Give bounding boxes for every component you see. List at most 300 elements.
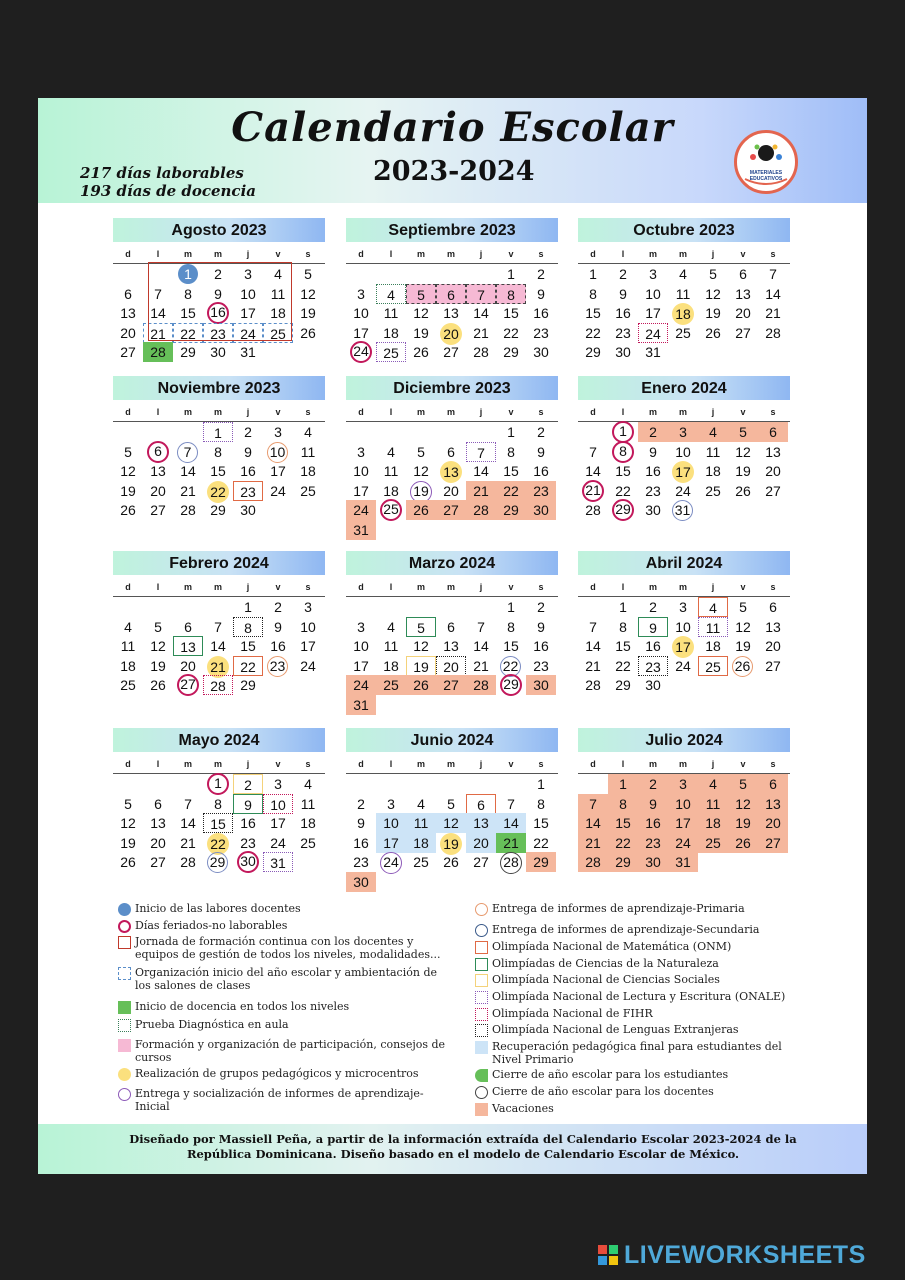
day-cell: 19 <box>440 833 462 855</box>
day-cell: 26 <box>443 854 459 870</box>
dark-circle-icon <box>475 1086 488 1099</box>
month-title: Abril 2024 <box>578 551 790 575</box>
day-cell: 22 <box>233 656 263 676</box>
day-cell: 3 <box>357 443 365 460</box>
month-title: Julio 2024 <box>578 728 790 752</box>
weekday-label: l <box>389 759 393 769</box>
legend-item-label: Olimpíada Nacional de Matemática (ONM) <box>492 940 732 953</box>
weekday-label: s <box>770 407 776 417</box>
day-cell: 29 <box>526 852 556 872</box>
day-cell: 10 <box>675 443 691 460</box>
day-cell: 19 <box>413 324 429 341</box>
calendar-sheet <box>38 98 867 1174</box>
day-cell: 10 <box>675 618 691 635</box>
day-cell: 24 <box>675 657 691 674</box>
day-cell: 18 <box>705 463 721 479</box>
green-square-icon <box>118 1001 131 1014</box>
day-cell: 18 <box>383 324 399 341</box>
day-cell: 3 <box>649 266 657 282</box>
day-cell: 10 <box>263 794 293 814</box>
day-cell: 17 <box>353 482 369 499</box>
day-cell: 15 <box>585 305 601 321</box>
weekday-label: m <box>213 582 222 592</box>
day-cell: 16 <box>645 638 661 654</box>
weekday-header <box>346 249 558 264</box>
day-cell: 10 <box>353 638 369 654</box>
day-cell: 28 <box>180 502 196 518</box>
day-cell: 20 <box>466 833 496 853</box>
day-cell: 5 <box>406 617 436 637</box>
day-cell: 20 <box>150 482 166 499</box>
day-cell: 24 <box>380 852 402 874</box>
day-cell: 6 <box>739 266 747 282</box>
magenta-dotted-square-icon <box>475 1008 488 1021</box>
day-cell: 19 <box>120 482 136 499</box>
day-cell: 23 <box>638 833 668 853</box>
day-cell: 18 <box>300 463 316 479</box>
day-cell: 7 <box>177 442 198 463</box>
weekday-label: j <box>479 407 483 417</box>
brand-name[interactable]: LIVEWORKSHEETS <box>624 1241 866 1269</box>
weekday-label: s <box>770 582 776 592</box>
salmon-square-icon <box>475 1103 488 1116</box>
day-cell: 6 <box>124 285 132 302</box>
day-cell: 14 <box>585 638 601 654</box>
day-cell: 23 <box>267 656 288 677</box>
day-cell: 4 <box>417 795 425 812</box>
day-cell: 6 <box>147 441 169 463</box>
weekday-label: d <box>125 759 131 769</box>
day-cell: 16 <box>207 302 229 324</box>
day-cell: 5 <box>304 266 312 282</box>
day-cell: 9 <box>537 443 545 460</box>
day-cell: 2 <box>537 424 545 440</box>
day-cell: 21 <box>207 656 229 678</box>
weekday-label: d <box>125 582 131 592</box>
day-cell: 30 <box>240 502 256 518</box>
day-cell: 25 <box>376 675 406 695</box>
orange-circle-icon <box>475 903 488 916</box>
day-cell: 22 <box>207 481 229 503</box>
day-cell: 14 <box>210 638 226 654</box>
day-cell: 6 <box>447 618 455 635</box>
weekday-label: s <box>305 249 311 259</box>
day-cell: 5 <box>154 618 162 635</box>
day-cell: 2 <box>274 599 282 615</box>
day-cell: 31 <box>240 344 256 360</box>
day-cell: 18 <box>672 303 694 325</box>
day-cell: 21 <box>496 833 526 853</box>
logo <box>734 130 798 194</box>
holiday-circle-icon <box>118 920 131 933</box>
day-cell: 3 <box>357 618 365 635</box>
day-cell: 7 <box>769 266 777 282</box>
weekday-label: m <box>446 249 455 259</box>
day-cell: 4 <box>698 597 728 617</box>
day-cell: 20 <box>150 834 166 851</box>
weekday-label: s <box>538 582 544 592</box>
day-cell: 20 <box>735 305 751 321</box>
weekday-label: m <box>678 759 687 769</box>
day-grid <box>346 422 558 542</box>
day-cell: 21 <box>582 480 604 502</box>
day-cell: 10 <box>240 285 256 302</box>
weekday-label: l <box>389 407 393 417</box>
orange-square-icon <box>475 941 488 954</box>
weekday-label: m <box>416 249 425 259</box>
day-cell: 29 <box>207 852 228 873</box>
weekday-label: j <box>479 249 483 259</box>
day-cell: 18 <box>300 815 316 831</box>
month-title: Noviembre 2023 <box>113 376 325 400</box>
logo-text: MATERIALES EDUCATIVOS <box>749 170 783 182</box>
legend-item-label: Vacaciones <box>492 1102 554 1115</box>
day-cell: 30 <box>526 500 556 520</box>
day-cell: 3 <box>387 795 395 812</box>
day-cell: 12 <box>413 305 429 321</box>
day-cell: 29 <box>608 852 638 872</box>
training-week-frame <box>148 262 292 341</box>
day-cell: 3 <box>668 774 698 794</box>
day-cell: 6 <box>436 284 466 304</box>
day-cell: 2 <box>244 424 252 440</box>
weekday-label: j <box>711 582 715 592</box>
day-cell: 4 <box>304 424 312 440</box>
day-cell: 9 <box>233 794 263 814</box>
day-cell: 4 <box>698 774 728 794</box>
legend-item-label: Organización inicio del año escolar y ambientación de los salones de clases <box>135 966 437 992</box>
weekday-label: m <box>446 759 455 769</box>
day-cell: 1 <box>589 266 597 282</box>
blue-dot-icon <box>118 903 131 916</box>
day-cell: 25 <box>675 324 691 341</box>
weekday-label: m <box>416 759 425 769</box>
legend-item-label: Olimpíada Nacional de FIHR <box>492 1007 653 1020</box>
day-cell: 11 <box>705 443 721 460</box>
day-cell: 11 <box>270 285 286 302</box>
day-cell: 31 <box>668 852 698 872</box>
legend-item-label: Cierre de año escolar para los docentes <box>492 1085 714 1098</box>
month-calendar <box>578 376 790 526</box>
day-cell: 28 <box>143 342 173 362</box>
day-cell: 17 <box>353 657 369 674</box>
day-cell: 13 <box>443 638 459 654</box>
weekday-label: j <box>711 249 715 259</box>
day-cell: 11 <box>406 813 436 833</box>
day-cell: 16 <box>615 305 631 321</box>
day-cell: 3 <box>357 285 365 302</box>
weekday-header <box>578 249 790 264</box>
day-cell: 4 <box>274 266 282 282</box>
day-cell: 12 <box>436 813 466 833</box>
day-cell: 28 <box>203 675 233 695</box>
day-cell: 19 <box>410 481 432 503</box>
weekday-label: m <box>648 407 657 417</box>
day-cell: 13 <box>173 636 203 656</box>
day-cell: 2 <box>638 422 668 442</box>
day-cell: 19 <box>120 834 136 851</box>
day-cell: 26 <box>728 833 758 853</box>
day-cell: 3 <box>244 266 252 282</box>
day-cell: 2 <box>649 599 657 615</box>
day-cell: 22 <box>496 481 526 501</box>
teaching-days-count: 193 días de docencia <box>80 182 256 200</box>
month-calendar <box>346 551 558 713</box>
day-cell: 21 <box>466 481 496 501</box>
day-cell: 15 <box>503 305 519 321</box>
day-cell: 26 <box>413 344 429 360</box>
weekday-label: j <box>711 407 715 417</box>
day-cell: 25 <box>698 833 728 853</box>
day-cell: 30 <box>210 344 226 360</box>
day-grid <box>113 774 325 894</box>
day-cell: 15 <box>503 463 519 479</box>
day-cell: 11 <box>383 463 399 479</box>
day-cell: 21 <box>180 482 196 499</box>
weekday-label: d <box>590 582 596 592</box>
day-cell: 15 <box>615 463 631 479</box>
day-cell: 6 <box>154 795 162 812</box>
day-cell: 8 <box>537 795 545 812</box>
day-cell: 28 <box>466 675 496 695</box>
day-cell: 28 <box>765 324 781 341</box>
weekday-label: s <box>538 407 544 417</box>
header-banner <box>38 98 867 203</box>
day-cell: 5 <box>417 443 425 460</box>
day-cell: 1 <box>619 599 627 615</box>
day-cell: 24 <box>350 341 372 363</box>
weekday-label: m <box>678 582 687 592</box>
day-cell: 27 <box>177 674 199 696</box>
day-cell: 6 <box>769 599 777 615</box>
day-cell: 15 <box>240 638 256 654</box>
footer-text <box>118 1132 808 1162</box>
day-cell: 17 <box>668 813 698 833</box>
weekday-label: l <box>156 249 160 259</box>
legend-item-label: Entrega y socialización de informes de aprendizaje- Inicial <box>135 1087 424 1113</box>
day-cell: 15 <box>608 813 638 833</box>
day-cell: 10 <box>668 794 698 814</box>
day-cell: 28 <box>500 852 522 874</box>
day-cell: 21 <box>143 323 173 343</box>
day-cell: 8 <box>496 284 526 304</box>
day-cell: 29 <box>612 499 634 521</box>
weekday-label: m <box>416 407 425 417</box>
day-cell: 23 <box>638 656 668 676</box>
month-title: Marzo 2024 <box>346 551 558 575</box>
day-cell: 13 <box>735 285 751 302</box>
day-cell: 9 <box>638 794 668 814</box>
legend-item-label: Olimpíada Nacional de Lectura y Escritura (ONALE) <box>492 990 786 1003</box>
weekday-label: m <box>648 759 657 769</box>
weekday-label: d <box>358 759 364 769</box>
day-cell: 1 <box>178 264 198 284</box>
day-cell: 7 <box>589 618 597 635</box>
month-calendar <box>346 376 558 538</box>
month-calendar <box>578 728 790 878</box>
day-cell: 11 <box>120 638 136 654</box>
day-cell: 29 <box>496 500 526 520</box>
day-cell: 14 <box>473 463 489 479</box>
day-cell: 29 <box>585 344 601 360</box>
day-cell: 14 <box>578 813 608 833</box>
logo-icon <box>737 133 795 191</box>
purple-circle-icon <box>118 1088 131 1101</box>
day-cell: 12 <box>120 815 136 831</box>
day-cell: 27 <box>120 344 136 360</box>
day-cell: 24 <box>638 323 668 343</box>
day-cell: 11 <box>675 285 691 302</box>
day-cell: 23 <box>645 482 661 499</box>
day-cell: 9 <box>649 443 657 460</box>
day-grid <box>113 597 325 717</box>
weekday-label: d <box>358 407 364 417</box>
day-cell: 22 <box>173 323 203 343</box>
day-cell: 26 <box>150 677 166 693</box>
day-cell: 11 <box>698 617 728 637</box>
day-cell: 4 <box>698 422 728 442</box>
day-cell: 7 <box>507 795 515 812</box>
day-cell: 24 <box>346 500 376 520</box>
day-cell: 19 <box>300 305 316 321</box>
day-cell: 30 <box>237 851 259 873</box>
day-cell: 27 <box>436 500 466 520</box>
day-cell: 26 <box>732 656 753 677</box>
month-title: Febrero 2024 <box>113 551 325 575</box>
weekday-label: v <box>740 759 746 769</box>
day-cell: 12 <box>728 794 758 814</box>
day-cell: 14 <box>150 305 166 321</box>
yellow-dot-icon <box>118 1068 131 1081</box>
day-cell: 16 <box>533 463 549 479</box>
weekday-label: j <box>246 582 250 592</box>
weekday-label: m <box>213 249 222 259</box>
day-cell: 7 <box>589 443 597 460</box>
day-cell: 15 <box>210 463 226 479</box>
day-cell: 18 <box>270 305 286 321</box>
day-cell: 11 <box>383 305 399 321</box>
school-year: 2023-2024 <box>373 156 535 187</box>
day-cell: 30 <box>638 852 668 872</box>
day-cell: 7 <box>477 618 485 635</box>
day-cell: 17 <box>672 461 694 483</box>
day-cell: 9 <box>537 285 545 302</box>
day-cell: 1 <box>507 599 515 615</box>
day-cell: 12 <box>150 638 166 654</box>
weekday-label: m <box>416 582 425 592</box>
day-cell: 23 <box>203 323 233 343</box>
day-cell: 12 <box>300 285 316 302</box>
day-cell: 12 <box>735 443 751 460</box>
day-cell: 28 <box>585 502 601 518</box>
day-cell: 29 <box>210 502 226 518</box>
lightblue-square-icon <box>475 1041 488 1054</box>
day-cell: 20 <box>758 813 788 833</box>
day-cell: 18 <box>705 638 721 654</box>
weekday-label: j <box>246 759 250 769</box>
day-grid <box>578 774 790 894</box>
day-cell: 22 <box>615 657 631 674</box>
day-cell: 11 <box>383 638 399 654</box>
day-cell: 1 <box>207 773 229 795</box>
legend-item-label: Olimpíadas de Ciencias de la Naturaleza <box>492 957 719 970</box>
yellow-outline-square-icon <box>475 974 488 987</box>
day-cell: 7 <box>154 285 162 302</box>
day-cell: 24 <box>233 323 263 343</box>
month-calendar <box>346 218 558 368</box>
day-cell: 21 <box>180 834 196 851</box>
day-cell: 27 <box>473 854 489 870</box>
day-cell: 20 <box>120 324 136 341</box>
day-cell: 19 <box>150 657 166 674</box>
day-cell: 7 <box>578 794 608 814</box>
day-cell: 10 <box>300 618 316 635</box>
day-cell: 25 <box>705 482 721 499</box>
day-cell: 17 <box>300 638 316 654</box>
day-cell: 14 <box>496 813 526 833</box>
weekday-header <box>113 582 325 597</box>
day-cell: 26 <box>406 675 436 695</box>
day-cell: 4 <box>376 284 406 304</box>
weekday-label: s <box>305 582 311 592</box>
weekday-label: j <box>479 759 483 769</box>
day-cell: 29 <box>500 674 522 696</box>
weekday-label: m <box>648 582 657 592</box>
day-cell: 15 <box>533 815 549 831</box>
day-cell: 16 <box>533 305 549 321</box>
day-cell: 25 <box>698 656 728 676</box>
day-cell: 5 <box>728 422 758 442</box>
legend-item-label: Realización de grupos pedagógicos y microcentros <box>135 1067 419 1080</box>
day-cell: 23 <box>526 481 556 501</box>
weekday-label: m <box>183 582 192 592</box>
day-cell: 13 <box>150 463 166 479</box>
day-cell: 9 <box>214 285 222 302</box>
day-cell: 25 <box>376 342 406 362</box>
day-cell: 3 <box>304 599 312 615</box>
weekday-label: v <box>275 407 281 417</box>
month-title: Junio 2024 <box>346 728 558 752</box>
legend-item-label: Entrega de informes de aprendizaje-Secundaria <box>492 923 760 936</box>
weekday-label: d <box>125 249 131 259</box>
day-cell: 19 <box>728 813 758 833</box>
weekday-label: l <box>621 582 625 592</box>
month-title: Mayo 2024 <box>113 728 325 752</box>
legend-item-label: Olimpíada Nacional de Ciencias Sociales <box>492 973 720 986</box>
day-cell: 14 <box>473 638 489 654</box>
day-cell: 20 <box>443 482 459 499</box>
weekday-label: s <box>305 759 311 769</box>
weekday-label: m <box>678 407 687 417</box>
day-cell: 26 <box>406 500 436 520</box>
day-cell: 12 <box>120 463 136 479</box>
day-cell: 25 <box>413 854 429 870</box>
weekday-label: v <box>740 582 746 592</box>
day-cell: 4 <box>387 618 395 635</box>
day-cell: 10 <box>645 285 661 302</box>
day-cell: 16 <box>638 813 668 833</box>
weekday-header <box>578 759 790 774</box>
day-cell: 8 <box>612 441 634 463</box>
teal-dotted-square-icon <box>118 1019 131 1032</box>
day-cell: 9 <box>537 618 545 635</box>
day-cell: 19 <box>705 305 721 321</box>
day-cell: 23 <box>240 834 256 851</box>
day-cell: 5 <box>728 774 758 794</box>
day-grid <box>578 264 790 384</box>
day-cell: 17 <box>270 463 286 479</box>
day-cell: 1 <box>244 599 252 615</box>
